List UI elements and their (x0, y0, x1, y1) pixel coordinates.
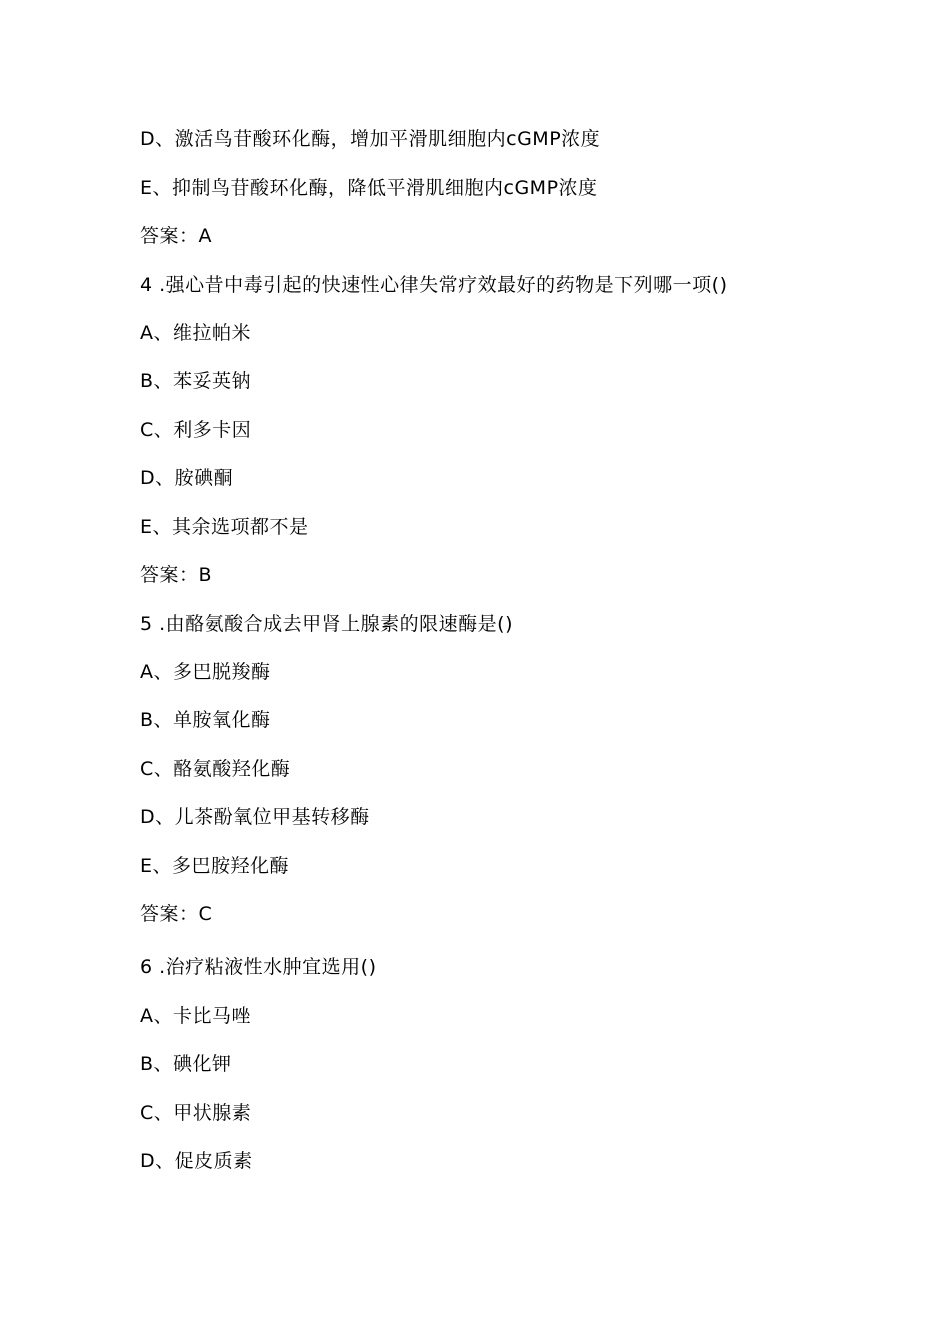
answer-line: 答案：A (140, 225, 212, 247)
question-line: 4 .强心昔中毒引起的快速性心律失常疗效最好的药物是下列哪一项() (140, 274, 728, 296)
option-line: D、儿茶酚氧位甲基转移酶 (140, 806, 370, 828)
option-line: C、酪氨酸羟化酶 (140, 758, 291, 780)
option-line: B、碘化钾 (140, 1053, 232, 1075)
option-line: A、卡比马唑 (140, 1005, 251, 1027)
option-line: D、胺碘酮 (140, 467, 234, 489)
answer-line: 答案：C (140, 903, 213, 925)
question-line: 6 .治疗粘液性水肿宜选用() (140, 956, 377, 978)
question-line: 5 .由酪氨酸合成去甲肾上腺素的限速酶是() (140, 613, 513, 635)
option-line: B、单胺氧化酶 (140, 709, 271, 731)
option-line: D、促皮质素 (140, 1150, 253, 1172)
option-line: C、甲状腺素 (140, 1102, 252, 1124)
option-line: E、其余选项都不是 (140, 516, 309, 538)
option-line: E、抑制鸟苷酸环化酶，降低平滑肌细胞内cGMP浓度 (140, 177, 598, 199)
answer-line: 答案：B (140, 564, 213, 586)
option-line: C、利多卡因 (140, 419, 252, 441)
option-line: E、多巴胺羟化酶 (140, 855, 290, 877)
option-line: A、维拉帕米 (140, 322, 251, 344)
option-line: A、多巴脱羧酶 (140, 661, 271, 683)
option-line: B、苯妥英钠 (140, 370, 252, 392)
option-line: D、激活鸟苷酸环化酶，增加平滑肌细胞内cGMP浓度 (140, 128, 601, 150)
